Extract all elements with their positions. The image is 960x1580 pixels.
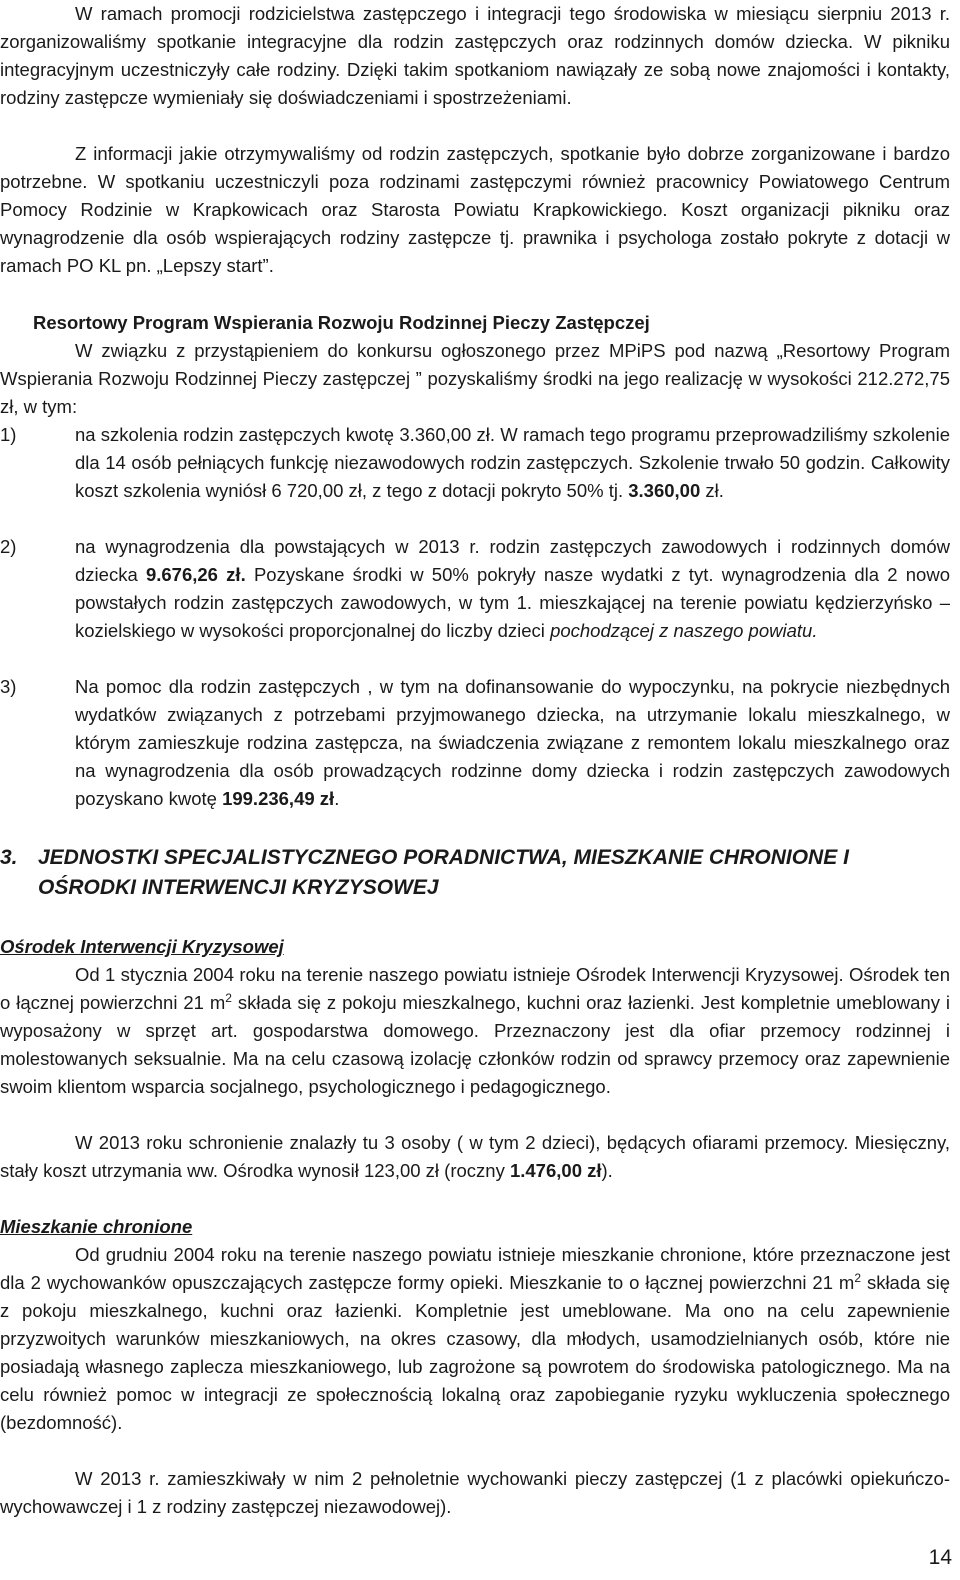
osrodek-paragraph-1: Od 1 stycznia 2004 roku na terenie naszego powiatu istnieje Ośrodek Interwencji Kryzysowej. Ośrodek ten o łącznej powierzchni 21 $m^2$ składa się z pokoju mieszkalnego, kuchni oraz łazienki. Jest kompletnie umeblowany i wyposażony w sprzęt art. gospodarstwa domowego. Przeznaczony jest dla ofiar przemocy rodzinnej i molestowanych seksualnie. Ma na celu czasową izolację członków rodzin od sprawcy przemocy oraz zapewnienie swoim klientom wsparcia socjalnego, psychologicznego i pedagogicznego. <box>0 964 951 1097</box>
program-intro: W związku z przystąpieniem do konkursu ogłoszonego przez MPiPS pod nazwą „Resortowy Program Wspierania Rozwoju Rodzinnej Pieczy zastępczej ” pozyskaliśmy środki na jego realizację w wysokości 212.272,75 zł, w tym: <box>0 340 950 417</box>
mieszkanie-heading: Mieszkanie chronione <box>0 1216 193 1237</box>
mieszkanie-paragraph-2: W 2013 r. zamieszkiwały w nim 2 pełnoletnie wychowanki pieczy zastępczej (1 z placówki opiekuńczo-wychowawczej i 1 z rodziny zastępczej niezawodowej). <box>0 1468 950 1517</box>
intro-paragraph-1: W ramach promocji rodzicielstwa zastępczego i integracji tego środowiska w miesiącu sierpniu 2013 r. zorganizowaliśmy spotkanie integracyjne dla rodzin zastępczych oraz rodzinnych domów dziecka. W pikniku integracyjnym uczestniczyły całe rodziny. Dzięki takim spotkaniom nawiązały ze sobą nowe znajomości i kontakty, rodziny zastępcze wymieniały się doświadczeniami i spostrzeżeniami. <box>0 3 950 108</box>
page-number: 14 <box>928 1546 952 1569</box>
section-number: 3. <box>0 846 18 869</box>
list-text: na wynagrodzenia dla powstających w 2013 r. rodzin zastępczych zawodowych i rodzinnych domów dziecka 9.676,26 zł. Pozyskane środki w 50% pokryły nasze wydatki z tyt. wynagrodzenia dla 2 nowo powstałych rodzin zastępczych zawodowych, w tym 1. mieszkającej na terenie powiatu kędzierzyńsko – kozielskiego w wysokości proporcjonalnej do liczby dzieci pochodzącej z naszego powiatu. <box>75 536 950 641</box>
list-number: 2) <box>0 536 17 557</box>
section-title: JEDNOSTKI SPECJALISTYCZNEGO PORADNICTWA, MIESZKANIE CHRONIONE I OŚRODKI INTERWENCJI KRYZYSOWEJ <box>38 846 849 899</box>
amount-bold: 199.236,49 zł <box>222 788 335 809</box>
superscript-2: 2 <box>225 990 232 1005</box>
amount-bold: 1.476,00 zł <box>509 1160 602 1181</box>
amount-bold: 9.676,26 zł. <box>145 564 246 585</box>
amount-bold: 3.360,00 <box>628 480 701 501</box>
osrodek-paragraph-2: W 2013 roku schronienie znalazły tu 3 osoby ( w tym 2 dzieci), będących ofiarami przemocy. Miesięczny, stały koszt utrzymania ww. Ośrodka wynosił 123,00 zł (roczny 1.476,00 zł). <box>0 1132 950 1181</box>
superscript-2: 2 <box>854 1270 862 1285</box>
italic-phrase: pochodzącej z naszego powiatu. <box>550 620 818 641</box>
list-number: 1) <box>0 424 17 445</box>
list-number: 3) <box>0 676 17 697</box>
intro-paragraph-2: Z informacji jakie otrzymywaliśmy od rodzin zastępczych, spotkanie było dobrze zorganizowane i bardzo potrzebne. W spotkaniu uczestniczyli poza rodzinami zastępczymi również pracownicy Powiatowego Centrum Pomocy Rodzinie w Krapkowicach oraz Starosta Powiatu Krapkowickiego. Koszt organizacji pikniku oraz wynagrodzenie dla osób wspierających rodziny zastępcze tj. prawnika i psychologa zostało pokryte z dotacji w ramach PO KL pn. „Lepszy start”. <box>0 143 950 276</box>
osrodek-heading: Ośrodek Interwencji Kryzysowej <box>0 936 284 957</box>
mieszkanie-paragraph-1: Od grudniu 2004 roku na terenie naszego powiatu istnieje mieszkanie chronione, które przeznaczone jest dla 2 wychowanków opuszczających zastępcze formy opieki. Mieszkanie to o łącznej powierzchni 21 $m^2$ składa się z pokoju mieszkalnego, kuchni oraz łazienki. Kompletnie jest umeblowane. Ma ono na celu zapewnienie przyzwoitych warunków mieszkaniowych, na okres czasowy, dla młodych, usamodzielnianych osób, które nie posiadają własnego zaplecza mieszkaniowego, lub zagrożone są powrotem do środowiska patologicznego. Ma na celu również pomoc w integracji ze społecznością lokalną oraz zapobieganie ryzyku wykluczenia społecznego (bezdomność). <box>0 1244 950 1433</box>
list-text: na szkolenia rodzin zastępczych kwotę 3.360,00 zł. W ramach tego programu przeprowadziliśmy szkolenie dla 14 osób pełniących funkcję niezawodowych rodzin zastępczych. Szkolenie trwało 50 godzin. Całkowity koszt szkolenia wyniósł 6 720,00 zł, z tego z dotacji pokryto 50% tj. 3.360,00 zł. <box>75 424 950 501</box>
list-text: Na pomoc dla rodzin zastępczych , w tym na dofinansowanie do wypoczynku, na pokrycie niezbędnych wydatków związanych z potrzebami przyjmowanego dziecka, na utrzymanie lokalu mieszkalnego, w którym zamieszkuje rodzina zastępcza, na świadczenia związane z remontem lokalu mieszkalnego oraz na wynagrodzenia dla osób prowadzących rodzinne domy dziecka i rodzin zastępczych zawodowych pozyskano kwotę 199.236,49 zł. <box>75 676 950 809</box>
program-heading: Resortowy Program Wspierania Rozwoju Rodzinnej Pieczy Zastępczej <box>33 312 650 333</box>
